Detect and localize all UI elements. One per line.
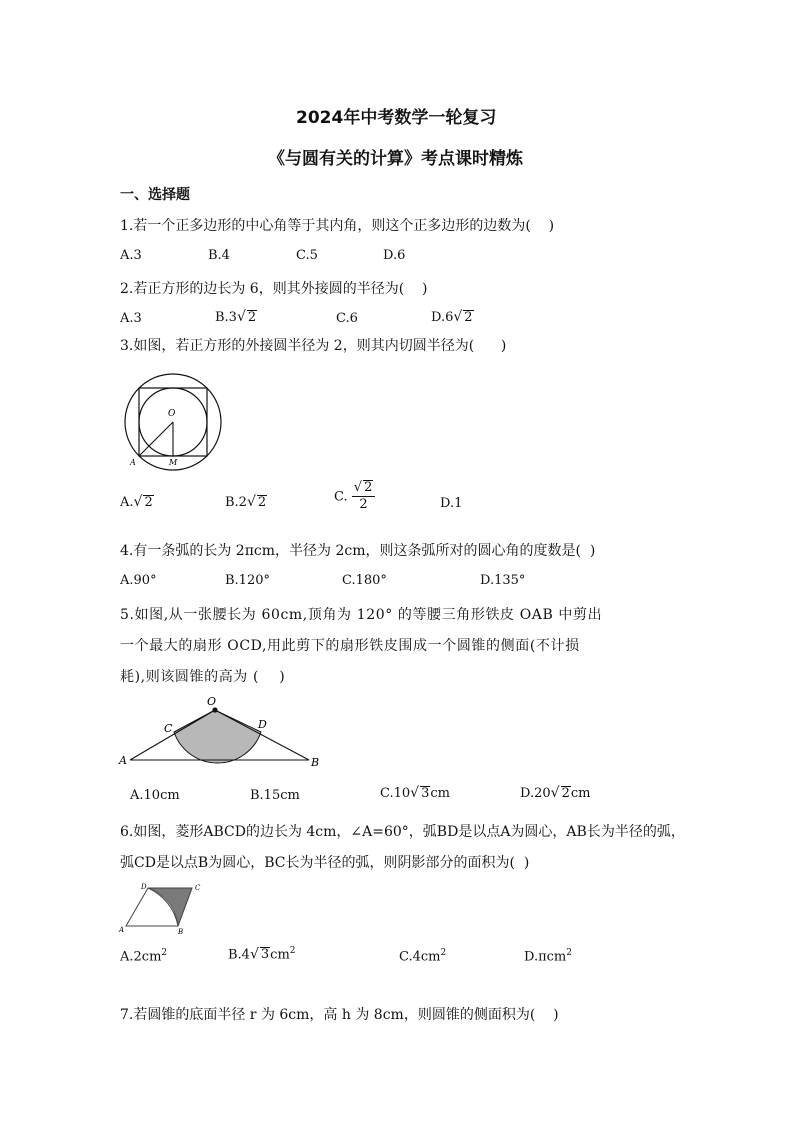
q6-option-b [228,946,296,962]
q5-figure [118,694,328,774]
label-d: D [258,718,267,731]
q3-option-c-radicand: 2 [364,480,373,495]
label-o: O [168,409,176,419]
shaded-sector [174,710,261,763]
question-5-line-1: 5.如图,从一张腰长为 60cm,顶角为 120° 的等腰三角形铁皮 OAB 中剪出 [120,607,603,623]
question-5-line-3: 耗),则该圆锥的高为 ( ) [120,669,286,685]
q6-option-a-text: A.2cm [120,949,162,965]
q3-option-b-prefix: B.2 [225,495,247,510]
q5-option-d-radicand: 2 [561,786,570,801]
fraction-numerator [352,480,376,497]
q6-option-b-unit: cm [270,947,290,963]
q5-option-d-unit: cm [570,786,591,801]
q3-option-b-radicand: 2 [257,495,267,510]
question-4: 4.有一条弧的长为 2πcm，半径为 2cm，则这条弧所对的圆心角的度数是( ) [120,543,596,559]
sqrt-sign: √ [249,946,259,963]
q3-option-c-prefix: C. [334,489,348,505]
label-b: B [311,756,320,769]
q6-option-d-exp: 2 [566,948,572,958]
q6-option-b-radicand: 3 [260,947,270,963]
q5-option-c-unit: cm [430,786,450,801]
label-a: A [130,458,136,467]
label-c: C [164,722,173,735]
section-heading: 一、选择题 [120,187,190,203]
q6-option-c-text: C.4cm [399,949,441,965]
q6-option-d-text: D.πcm [524,949,567,965]
q6-option-a-exp: 2 [161,948,168,958]
question-6-line-1: 6.如图，菱形ABCD的边长为 4cm，∠A=60°，弧BD是以点A为圆心，AB长为半径的弧， [120,824,685,840]
q2-option-a: A.3 [120,311,142,326]
q6-option-b-prefix: B.4 [228,947,250,963]
question-2: 2.若正方形的边长为 6，则其外接圆的半径为( ) [120,281,428,297]
sqrt-sign: √ [236,309,246,325]
q6-option-d [524,948,572,964]
q6-figure [118,880,204,936]
label-a: A [119,754,127,767]
label-d: D [141,883,147,891]
title-line-1: 2024年中考数学一轮复习 [296,108,497,128]
q1-option-d: D.6 [383,248,406,263]
sqrt-sign: √ [133,494,143,510]
q5-option-c-radicand: 3 [421,786,430,801]
sqrt-sign: √ [410,785,420,801]
q3-option-d: D.1 [440,496,463,511]
q2-option-d-radicand: 2 [464,310,473,325]
q6-option-a [120,948,167,964]
q3-option-c [334,480,375,514]
q1-option-c: C.5 [296,248,318,263]
q5-option-d-prefix: D.20 [520,786,551,801]
q3-option-b [225,494,267,510]
question-3: 3.如图，若正方形的外接圆半径为 2，则其内切圆半径为( ) [120,338,507,354]
question-5-line-2: 一个最大的扇形 OCD,用此剪下的扇形铁皮围成一个圆锥的侧面(不计损 [120,638,580,654]
sqrt-sign: √ [353,480,363,495]
q6-option-b-exp: 2 [289,946,296,956]
q2-option-b-prefix: B.3 [215,310,237,325]
q5-option-c [380,785,450,801]
question-7: 7.若圆锥的底面半径 r 为 6cm，高 h 为 8cm，则圆锥的侧面积为( ) [120,1007,559,1023]
q4-option-a: A.90° [120,573,157,588]
sqrt-sign: √ [246,494,256,510]
label-a: A [119,926,125,934]
fraction [352,480,376,514]
label-b: B [178,928,184,936]
q5-option-d [520,785,590,801]
q2-option-b [215,309,257,325]
point-o [212,707,217,712]
q4-option-c: C.180° [342,573,387,588]
q3-option-a-prefix: A. [120,495,134,510]
question-1: 1.若一个正多边形的中心角等于其内角，则这个正多边形的边数为( ) [120,218,555,234]
q5-option-a: A.10cm [130,788,180,803]
q1-option-a: A.3 [120,248,142,263]
fraction-denominator: 2 [359,497,368,513]
sqrt-sign: √ [550,785,560,801]
q5-option-b: B.15cm [250,788,300,803]
q3-option-a [120,494,154,510]
q2-option-c: C.6 [336,311,358,326]
q2-option-d-prefix: D.6 [431,310,454,325]
sqrt-sign: √ [453,309,463,325]
q6-option-c-exp: 2 [440,948,447,958]
title-line-2: 《与圆有关的计算》考点课时精炼 [268,149,523,169]
q4-option-d: D.135° [480,573,526,588]
q1-option-b: B.4 [208,248,230,263]
q3-figure [118,372,228,472]
q3-option-a-radicand: 2 [144,495,153,510]
label-c: C [195,884,201,892]
q2-option-d [431,309,474,325]
label-m: M [169,458,178,467]
q5-option-c-prefix: C.10 [380,786,411,801]
label-o: O [207,695,217,708]
q4-option-b: B.120° [225,573,270,588]
question-6-line-2: 弧CD是以点B为圆心，BC长为半径的弧，则阴影部分的面积为( ) [120,855,530,871]
q2-option-b-radicand: 2 [247,310,257,325]
q6-option-c [399,948,446,964]
